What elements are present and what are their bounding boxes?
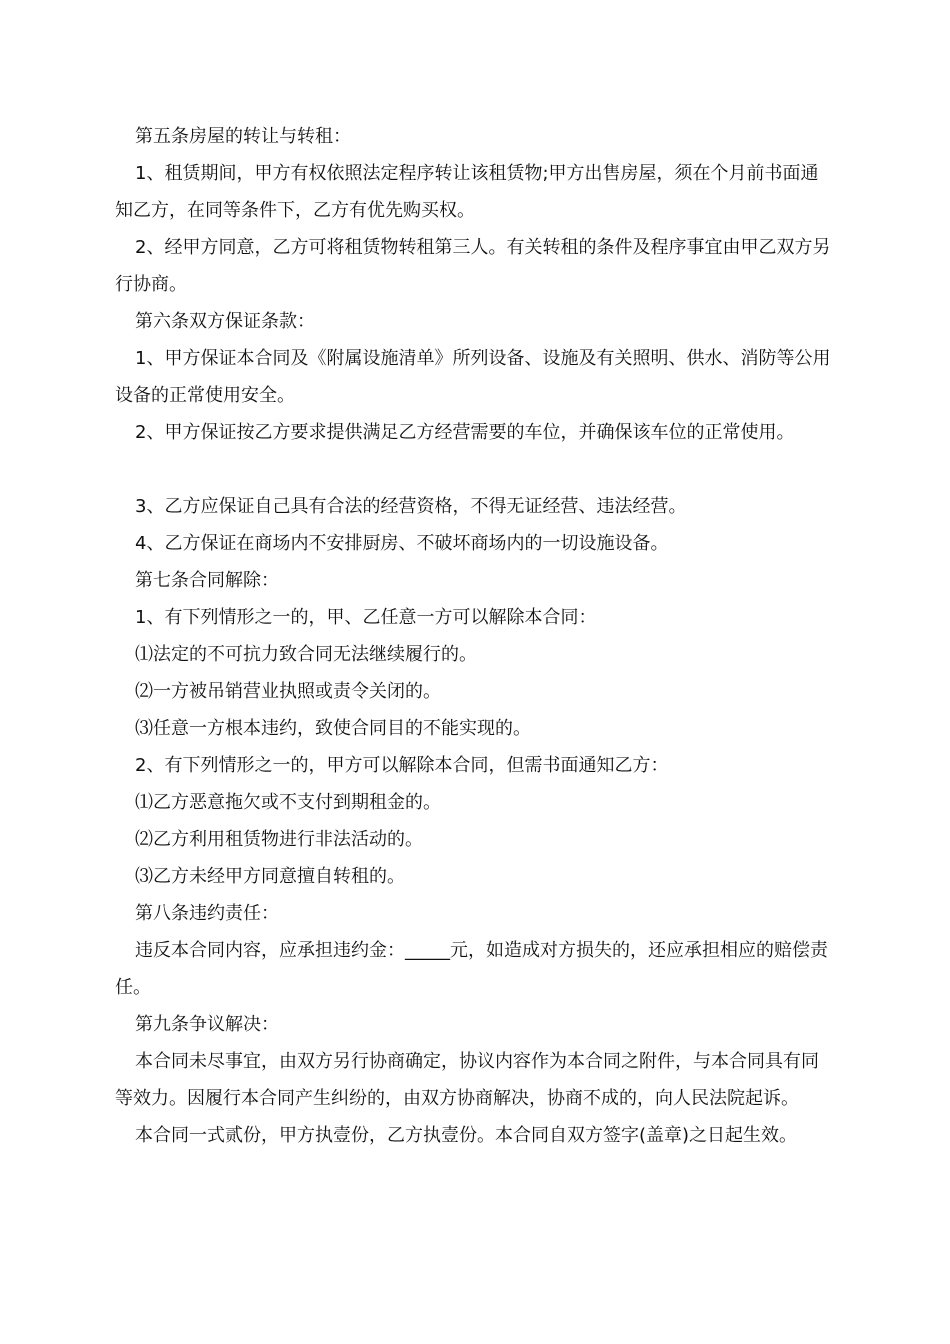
paragraph: 1、有下列情形之一的，甲、乙任意一方可以解除本合同： bbox=[135, 607, 597, 628]
list-item: ⑴法定的不可抗力致合同无法继续履行的。 bbox=[135, 644, 477, 665]
paragraph: 3、乙方应保证自己具有合法的经营资格，不得无证经营、违法经营。 bbox=[135, 496, 687, 517]
article-9-heading: 第九条争议解决： bbox=[135, 1014, 279, 1035]
document-body bbox=[115, 118, 835, 1154]
list-item: ⑴乙方恶意拖欠或不支付到期租金的。 bbox=[135, 792, 441, 813]
list-item: ⑵一方被吊销营业执照或责令关闭的。 bbox=[135, 681, 441, 702]
list-item: ⑵乙方利用租赁物进行非法活动的。 bbox=[135, 829, 423, 850]
article-5-heading: 第五条房屋的转让与转租： bbox=[135, 126, 351, 147]
article-7-heading: 第七条合同解除： bbox=[135, 570, 279, 591]
paragraph: 1、租赁期间，甲方有权依照法定程序转让该租赁物;甲方出售房屋，须在个月前书面通知乙方，在同等条件下，乙方有优先购买权。 bbox=[115, 163, 819, 221]
list-item: ⑶乙方未经甲方同意擅自转租的。 bbox=[135, 866, 405, 887]
paragraph: 2、经甲方同意，乙方可将租赁物转租第三人。有关转租的条件及程序事宜由甲乙双方另行协商。 bbox=[115, 237, 831, 295]
article-8-heading: 第八条违约责任： bbox=[135, 903, 279, 924]
paragraph: 2、有下列情形之一的，甲方可以解除本合同，但需书面通知乙方： bbox=[135, 755, 669, 776]
paragraph: 1、甲方保证本合同及《附属设施清单》所列设备、设施及有关照明、供水、消防等公用设备的正常使用安全。 bbox=[115, 348, 831, 406]
paragraph: 4、乙方保证在商场内不安排厨房、不破坏商场内的一切设施设备。 bbox=[135, 533, 669, 554]
paragraph: 本合同未尽事宜，由双方另行协商确定，协议内容作为本合同之附件，与本合同具有同等效力。因履行本合同产生纠纷的，由双方协商解决，协商不成的，向人民法院起诉。 bbox=[115, 1051, 819, 1109]
article-6-heading: 第六条双方保证条款： bbox=[135, 311, 315, 332]
paragraph: 违反本合同内容，应承担违约金：_____元，如造成对方损失的，还应承担相应的赔偿责任。 bbox=[115, 940, 828, 998]
paragraph: 2、甲方保证按乙方要求提供满足乙方经营需要的车位，并确保该车位的正常使用。 bbox=[135, 422, 795, 443]
blank-line bbox=[115, 451, 835, 488]
list-item: ⑶任意一方根本违约，致使合同目的不能实现的。 bbox=[135, 718, 531, 739]
paragraph: 本合同一式贰份，甲方执壹份，乙方执壹份。本合同自双方签字(盖章)之日起生效。 bbox=[135, 1125, 798, 1146]
